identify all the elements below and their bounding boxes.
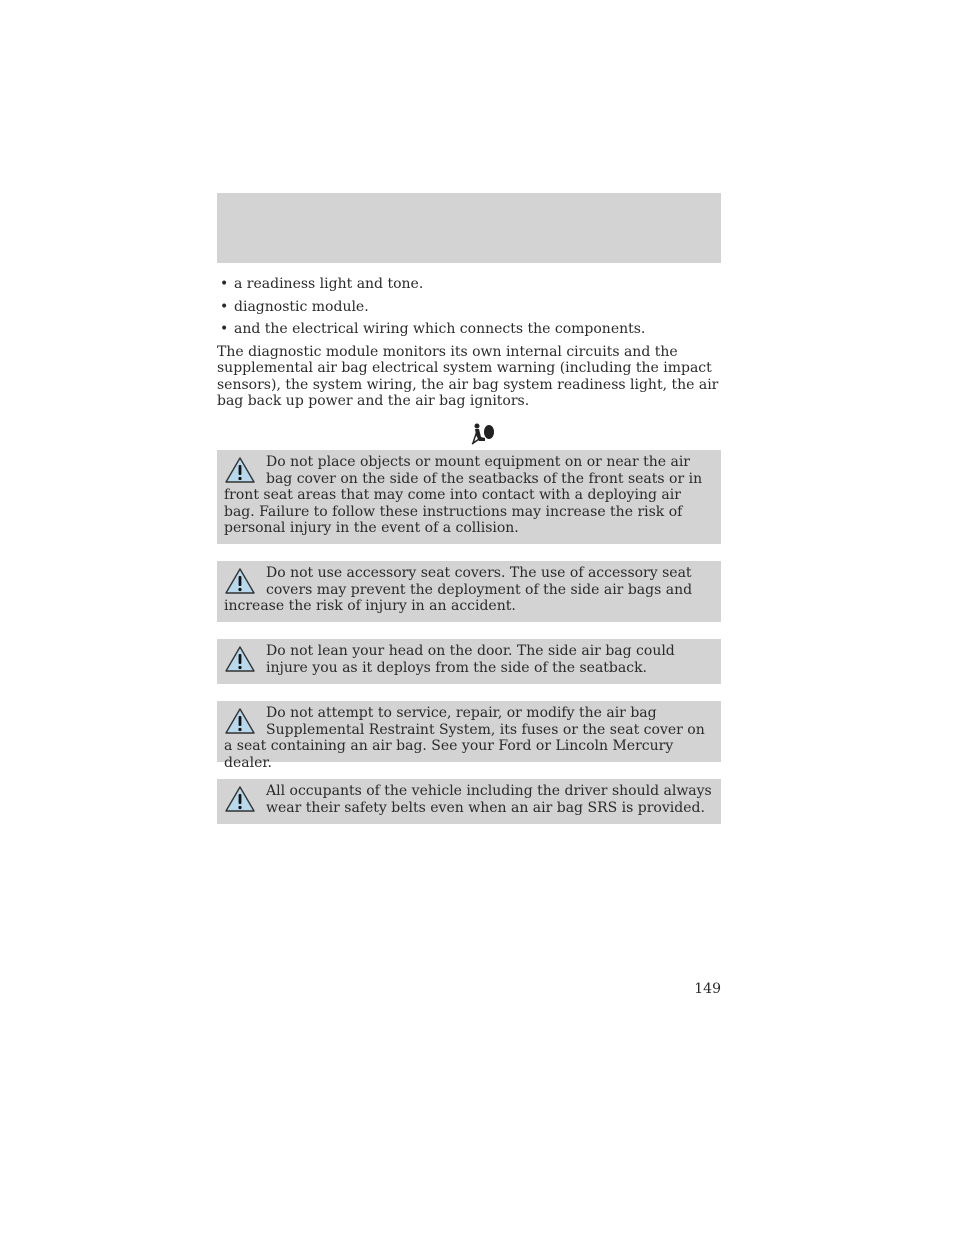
- airbag-seat-icon: [471, 423, 495, 445]
- warning-triangle-icon: [224, 456, 256, 484]
- component-list: [217, 276, 721, 338]
- warning-triangle-icon: [224, 567, 256, 595]
- list-item: • and the electrical wiring which connects the components.: [217, 321, 721, 338]
- warning-box-service: [217, 701, 721, 771]
- list-item: • a readiness light and tone.: [217, 276, 721, 293]
- warning-text: All occupants of the vehicle including the driver should always wear their safety belts even when an air bag SRS is provided.: [266, 783, 712, 816]
- diagnostic-paragraph: The diagnostic module monitors its own internal circuits and the supplemental air bag electrical system warning (including the impact sensors), the system wiring, the air bag system readiness light, the air bag back up power and the air bag ignitors.: [217, 343, 719, 409]
- body-content: [217, 276, 721, 410]
- warning-box-objects: [217, 450, 721, 544]
- list-item: • diagnostic module.: [217, 299, 721, 316]
- warning-box-seat-covers: [217, 561, 721, 622]
- warning-text: Do not use accessory seat covers. The use of accessory seat covers may prevent the deployment of the side air bags and increase the risk of injury in an accident.: [224, 565, 693, 614]
- warning-triangle-icon: [224, 785, 256, 813]
- warning-text: Do not attempt to service, repair, or modify the air bag Supplemental Restraint System, its fuses or the seat cover on a seat containing an air bag. See your Ford or Lincoln Mercury dealer.: [224, 705, 705, 771]
- warning-text: Do not lean your head on the door. The side air bag could injure you as it deploys from the side of the seatback.: [266, 643, 675, 676]
- warning-triangle-icon: [224, 707, 256, 735]
- warning-box-safety-belts: [217, 779, 721, 824]
- header-band: [217, 193, 721, 263]
- warning-triangle-icon: [224, 645, 256, 673]
- warning-box-lean-head: [217, 639, 721, 684]
- warning-text: Do not place objects or mount equipment on or near the air bag cover on the side of the seatbacks of the front seats or in front seat areas that may come into contact with a deploying air bag. Failure to follow these instructions may increase the risk of personal injury in the event of a collision.: [224, 454, 703, 536]
- page-number: 149: [694, 981, 721, 997]
